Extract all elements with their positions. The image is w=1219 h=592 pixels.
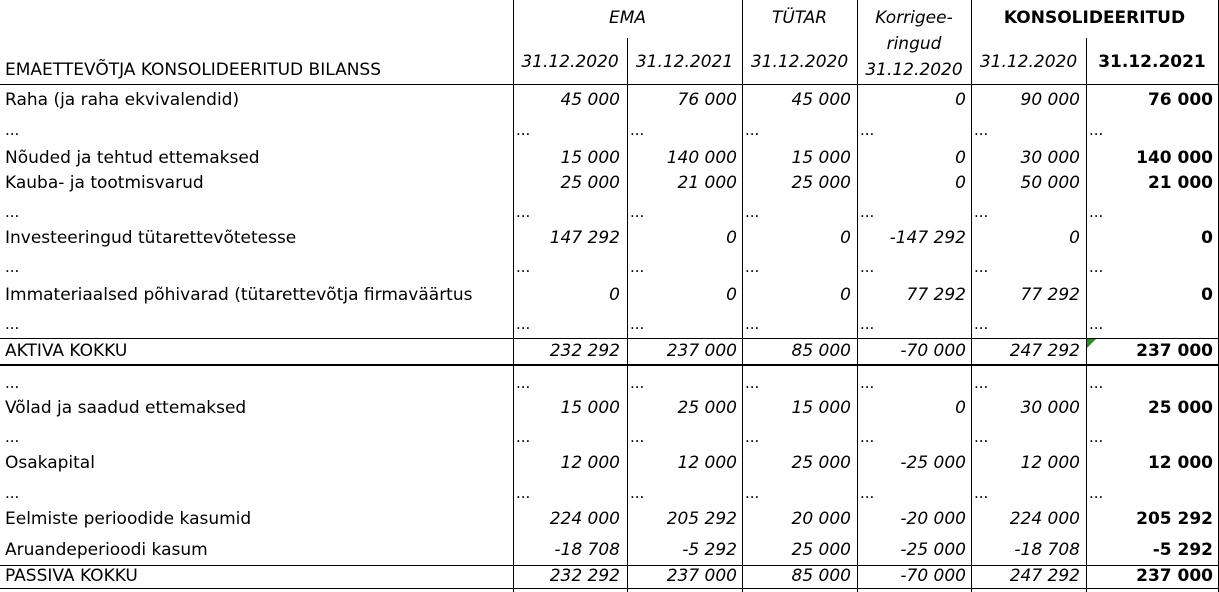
cell-value[interactable]: 232 292 [549, 566, 620, 586]
table-row[interactable] [0, 170, 1219, 196]
ellipsis: ... [5, 258, 20, 276]
cell-value[interactable]: 237 000 [666, 341, 737, 361]
cell-value[interactable]: 237 000 [666, 566, 737, 586]
table-row[interactable] [0, 537, 1219, 563]
row-label: Aruandeperioodi kasum [5, 540, 208, 560]
ellipsis-row [0, 310, 1219, 336]
comment-indicator-icon[interactable] [1087, 339, 1096, 348]
ellipsis-row [0, 116, 1219, 142]
ellipsis: ... [5, 374, 20, 392]
cell-value[interactable]: 140 000 [666, 148, 737, 168]
ellipsis-row [0, 423, 1219, 449]
cell-value[interactable]: 25 000 [791, 173, 851, 193]
date-header-ema-2021: 31.12.2021 [635, 52, 734, 72]
cell-value[interactable]: 20 000 [791, 509, 851, 529]
cell-value[interactable]: 0 [726, 285, 737, 305]
ellipsis: ... [974, 374, 989, 392]
cell-value[interactable]: 76 000 [1147, 90, 1213, 110]
table-row[interactable] [0, 450, 1219, 476]
cell-value[interactable]: 140 000 [1136, 148, 1213, 168]
cell-value[interactable]: -25 000 [900, 540, 966, 560]
cell-value[interactable]: 15 000 [791, 148, 851, 168]
ellipsis: ... [5, 315, 20, 333]
cell-value[interactable]: 0 [726, 228, 737, 248]
ellipsis: ... [860, 315, 875, 333]
cell-value[interactable]: -20 000 [900, 509, 966, 529]
cell-value[interactable]: 0 [1069, 228, 1080, 248]
cell-value[interactable]: 15 000 [560, 398, 620, 418]
row-label: Raha (ja raha ekvivalendid) [5, 90, 240, 110]
cell-value[interactable]: 21 000 [1147, 173, 1213, 193]
table-row[interactable] [0, 87, 1219, 113]
cell-value[interactable]: -147 292 [889, 228, 966, 248]
ellipsis: ... [1089, 203, 1104, 221]
cell-value[interactable]: -18 708 [1014, 540, 1080, 560]
cell-value[interactable]: 247 292 [1009, 341, 1080, 361]
cell-value[interactable]: 12 000 [560, 453, 620, 473]
group-header-konsolideeritud: KONSOLIDEERITUD [1003, 8, 1186, 28]
cell-value[interactable]: 25 000 [791, 453, 851, 473]
date-header-tutar-2020: 31.12.2020 [750, 52, 849, 72]
row-label: Investeeringud tütarettevõtetesse [5, 228, 297, 248]
cell-value[interactable]: 147 292 [549, 228, 620, 248]
table-row[interactable] [0, 506, 1219, 532]
ellipsis: ... [5, 484, 20, 502]
cell-value[interactable]: 21 000 [677, 173, 737, 193]
cell-value[interactable]: 232 292 [549, 341, 620, 361]
ellipsis: ... [974, 121, 989, 139]
cell-value[interactable]: -5 292 [682, 540, 737, 560]
table-row[interactable] [0, 395, 1219, 421]
table-row[interactable] [0, 225, 1219, 251]
cell-value[interactable]: -18 708 [554, 540, 620, 560]
ellipsis: ... [1089, 428, 1104, 446]
group-header-tutar: TÜTAR [771, 8, 828, 28]
cell-value[interactable]: 0 [955, 398, 966, 418]
cell-value[interactable]: 85 000 [791, 566, 851, 586]
ellipsis: ... [630, 203, 645, 221]
ellipsis: ... [630, 428, 645, 446]
korrigeeringud-date: 31.12.2020 [865, 60, 963, 80]
korrigeeringud-line1: Korrigee- [875, 8, 953, 28]
ellipsis: ... [974, 258, 989, 276]
date-header-kons-2021: 31.12.2021 [1098, 52, 1206, 72]
cell-value[interactable]: 50 000 [1020, 173, 1080, 193]
cell-value[interactable]: 25 000 [791, 540, 851, 560]
ellipsis: ... [5, 121, 20, 139]
ellipsis: ... [860, 121, 875, 139]
cell-value[interactable]: -70 000 [900, 566, 966, 586]
row-label: AKTIVA KOKKU [5, 341, 128, 361]
ellipsis: ... [1089, 258, 1104, 276]
ellipsis: ... [745, 374, 760, 392]
sheet-title: EMAETTEVÕTJA KONSOLIDEERITUD BILANSS [5, 60, 381, 80]
ellipsis: ... [630, 374, 645, 392]
cell-value[interactable]: 85 000 [791, 341, 851, 361]
row-label: Kauba- ja tootmisvarud [5, 173, 204, 193]
cell-value[interactable]: 0 [840, 285, 851, 305]
row-label: Osakapital [5, 453, 95, 473]
group-header-ema: EMA [608, 8, 647, 28]
ellipsis-row [0, 369, 1219, 395]
cell-value[interactable]: 77 292 [1020, 285, 1080, 305]
ellipsis: ... [516, 258, 531, 276]
ellipsis: ... [860, 484, 875, 502]
cell-value[interactable]: 205 292 [666, 509, 737, 529]
ellipsis: ... [974, 203, 989, 221]
ellipsis: ... [1089, 315, 1104, 333]
ellipsis: ... [1089, 374, 1104, 392]
cell-value[interactable]: 12 000 [677, 453, 737, 473]
cell-value[interactable]: 224 000 [1009, 509, 1080, 529]
korrigeeringud-line2: ringud [886, 34, 942, 54]
cell-value[interactable]: 237 000 [1136, 341, 1213, 361]
ellipsis: ... [516, 428, 531, 446]
cell-value[interactable]: 25 000 [677, 398, 737, 418]
cell-value[interactable]: 0 [955, 173, 966, 193]
cell-value[interactable]: 205 292 [1136, 509, 1213, 529]
cell-value[interactable]: 247 292 [1009, 566, 1080, 586]
ellipsis: ... [974, 484, 989, 502]
ellipsis: ... [745, 258, 760, 276]
total-row-passiva[interactable] [0, 563, 1219, 589]
ellipsis-row [0, 479, 1219, 505]
ellipsis: ... [1089, 484, 1104, 502]
table-row[interactable] [0, 282, 1219, 308]
cell-value[interactable]: 15 000 [791, 398, 851, 418]
ellipsis: ... [974, 428, 989, 446]
cell-value[interactable]: 0 [955, 148, 966, 168]
row-label: Eelmiste perioodide kasumid [5, 509, 252, 529]
ellipsis: ... [630, 484, 645, 502]
cell-value[interactable]: 90 000 [1020, 90, 1080, 110]
ellipsis: ... [745, 484, 760, 502]
ellipsis: ... [516, 484, 531, 502]
cell-value[interactable]: -25 000 [900, 453, 966, 473]
cell-value[interactable]: -70 000 [900, 341, 966, 361]
ellipsis: ... [630, 258, 645, 276]
ellipsis: ... [5, 428, 20, 446]
ellipsis: ... [745, 203, 760, 221]
ellipsis-row [0, 198, 1219, 224]
total-row-aktiva[interactable] [0, 338, 1219, 364]
cell-value[interactable]: 15 000 [560, 148, 620, 168]
group-header-korrigeeringud [857, 5, 971, 83]
ellipsis: ... [516, 121, 531, 139]
ellipsis: ... [974, 315, 989, 333]
cell-value[interactable]: 0 [955, 90, 966, 110]
cell-value[interactable]: 237 000 [1136, 566, 1213, 586]
ellipsis: ... [5, 203, 20, 221]
cell-value[interactable]: 45 000 [560, 90, 620, 110]
cell-value[interactable]: 76 000 [677, 90, 737, 110]
cell-value[interactable]: 12 000 [1147, 453, 1213, 473]
ellipsis: ... [1089, 121, 1104, 139]
table-row[interactable] [0, 145, 1219, 171]
row-label: Immateriaalsed põhivarad (tütarettevõtja firmaväärtus [5, 285, 473, 305]
cell-value[interactable]: 25 000 [1147, 398, 1213, 418]
ellipsis: ... [745, 121, 760, 139]
ellipsis: ... [516, 374, 531, 392]
row-label: Võlad ja saadud ettemaksed [5, 398, 247, 418]
ellipsis: ... [860, 203, 875, 221]
ellipsis: ... [630, 315, 645, 333]
ellipsis: ... [745, 315, 760, 333]
header-divider [0, 84, 1219, 85]
cell-value[interactable]: -5 292 [1152, 540, 1213, 560]
ellipsis-row [0, 253, 1219, 279]
cell-value[interactable]: 30 000 [1020, 398, 1080, 418]
aktiva-bottom-border [0, 364, 1219, 366]
date-header-ema-2020: 31.12.2020 [521, 52, 619, 72]
row-label: PASSIVA KOKKU [5, 566, 138, 586]
ellipsis: ... [516, 203, 531, 221]
cell-value[interactable]: 224 000 [549, 509, 620, 529]
cell-value[interactable]: 0 [609, 285, 620, 305]
row-label: Nõuded ja tehtud ettemaksed [5, 148, 260, 168]
cell-value[interactable]: 12 000 [1020, 453, 1080, 473]
cell-value[interactable]: 0 [1201, 285, 1213, 305]
ellipsis: ... [860, 258, 875, 276]
date-header-kons-2020: 31.12.2020 [979, 52, 1078, 72]
cell-value[interactable]: 0 [1201, 228, 1213, 248]
cell-value[interactable]: 45 000 [791, 90, 851, 110]
ellipsis: ... [630, 121, 645, 139]
ellipsis: ... [860, 428, 875, 446]
ellipsis: ... [860, 374, 875, 392]
cell-value[interactable]: 77 292 [906, 285, 966, 305]
cell-value[interactable]: 0 [840, 228, 851, 248]
cell-value[interactable]: 25 000 [560, 173, 620, 193]
ellipsis: ... [745, 428, 760, 446]
ellipsis: ... [516, 315, 531, 333]
cell-value[interactable]: 30 000 [1020, 148, 1080, 168]
